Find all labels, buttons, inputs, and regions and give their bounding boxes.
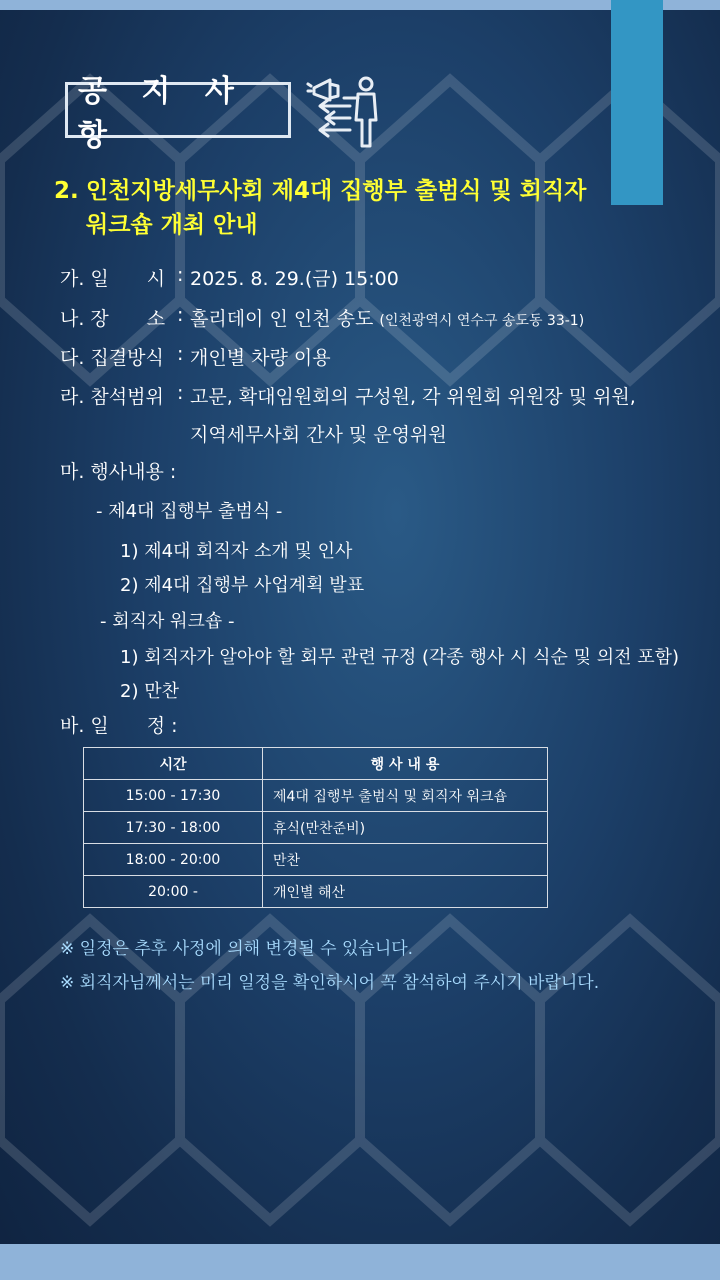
header-time: 시간	[84, 748, 263, 780]
schedule-event: 만찬	[263, 844, 548, 876]
program-label: 마. 행사내용 :	[60, 461, 177, 483]
colon: :	[177, 382, 184, 404]
schedule-label: 바. 일 정 :	[60, 715, 178, 737]
megaphone-presenter-icon	[306, 70, 386, 150]
item-attendees	[60, 382, 700, 452]
attendees-label: 라. 참석범위	[60, 386, 164, 408]
program-item: 2) 만찬	[120, 681, 179, 702]
place-address: (인천광역시 연수구 송도동 33-1)	[379, 313, 585, 329]
title-number: 2.	[54, 178, 79, 204]
header-event: 행 사 내 용	[263, 748, 548, 780]
table-row	[84, 844, 548, 876]
item-place	[60, 304, 660, 334]
schedule-event: 개인별 해산	[263, 876, 548, 908]
place-value	[190, 304, 584, 331]
date-label: 가. 일 시	[60, 268, 166, 290]
colon: :	[177, 264, 184, 286]
schedule-time: 18:00 - 20:00	[84, 844, 263, 876]
item-meeting	[60, 343, 660, 373]
place-name: 홀리데이 인 인천 송도	[190, 308, 374, 330]
program-item: 1) 회직자가 알아야 할 회무 관련 규정 (각종 행사 시 식순 및 의전 포함)	[120, 647, 679, 668]
place-label: 나. 장 소	[60, 308, 166, 330]
item-date	[60, 264, 660, 294]
notice-heading: 공 지 사 항	[65, 82, 291, 138]
colon: :	[177, 343, 184, 365]
title-line-1: 인천지방세무사회 제4대 집행부 출범식 및 회직자	[86, 178, 587, 204]
table-row	[84, 780, 548, 812]
table-row	[84, 812, 548, 844]
notice-note: ※ 회직자님께서는 미리 일정을 확인하시어 꼭 참석하여 주시기 바랍니다.	[60, 973, 600, 993]
notice-note: ※ 일정은 추후 사정에 의해 변경될 수 있습니다.	[60, 939, 414, 959]
meeting-label: 다. 집결방식	[60, 347, 164, 369]
colon: :	[177, 304, 184, 326]
program-item: 2) 제4대 집행부 사업계획 발표	[120, 575, 365, 596]
schedule-time: 15:00 - 17:30	[84, 780, 263, 812]
program-section-2: - 회직자 워크숍 -	[100, 611, 235, 632]
attendees-value-2: 지역세무사회 간사 및 운영위원	[190, 424, 447, 446]
table-row	[84, 876, 548, 908]
schedule-time: 17:30 - 18:00	[84, 812, 263, 844]
schedule-event: 휴식(만찬준비)	[263, 812, 548, 844]
title-line-2: 워크숍 개최 안내	[86, 212, 258, 238]
meeting-value: 개인별 차량 이용	[190, 347, 331, 369]
schedule-time: 20:00 -	[84, 876, 263, 908]
schedule-table	[83, 747, 548, 908]
program-item: 1) 제4대 회직자 소개 및 인사	[120, 541, 353, 562]
attendees-value: 고문, 확대임원회의 구성원, 각 위원회 위원장 및 위원,	[190, 386, 636, 408]
schedule-event: 제4대 집행부 출범식 및 회직자 워크숍	[263, 780, 548, 812]
table-header-row	[84, 748, 548, 780]
program-section-1: - 제4대 집행부 출범식 -	[96, 501, 283, 522]
date-value: 2025. 8. 29.(금) 15:00	[190, 268, 399, 290]
